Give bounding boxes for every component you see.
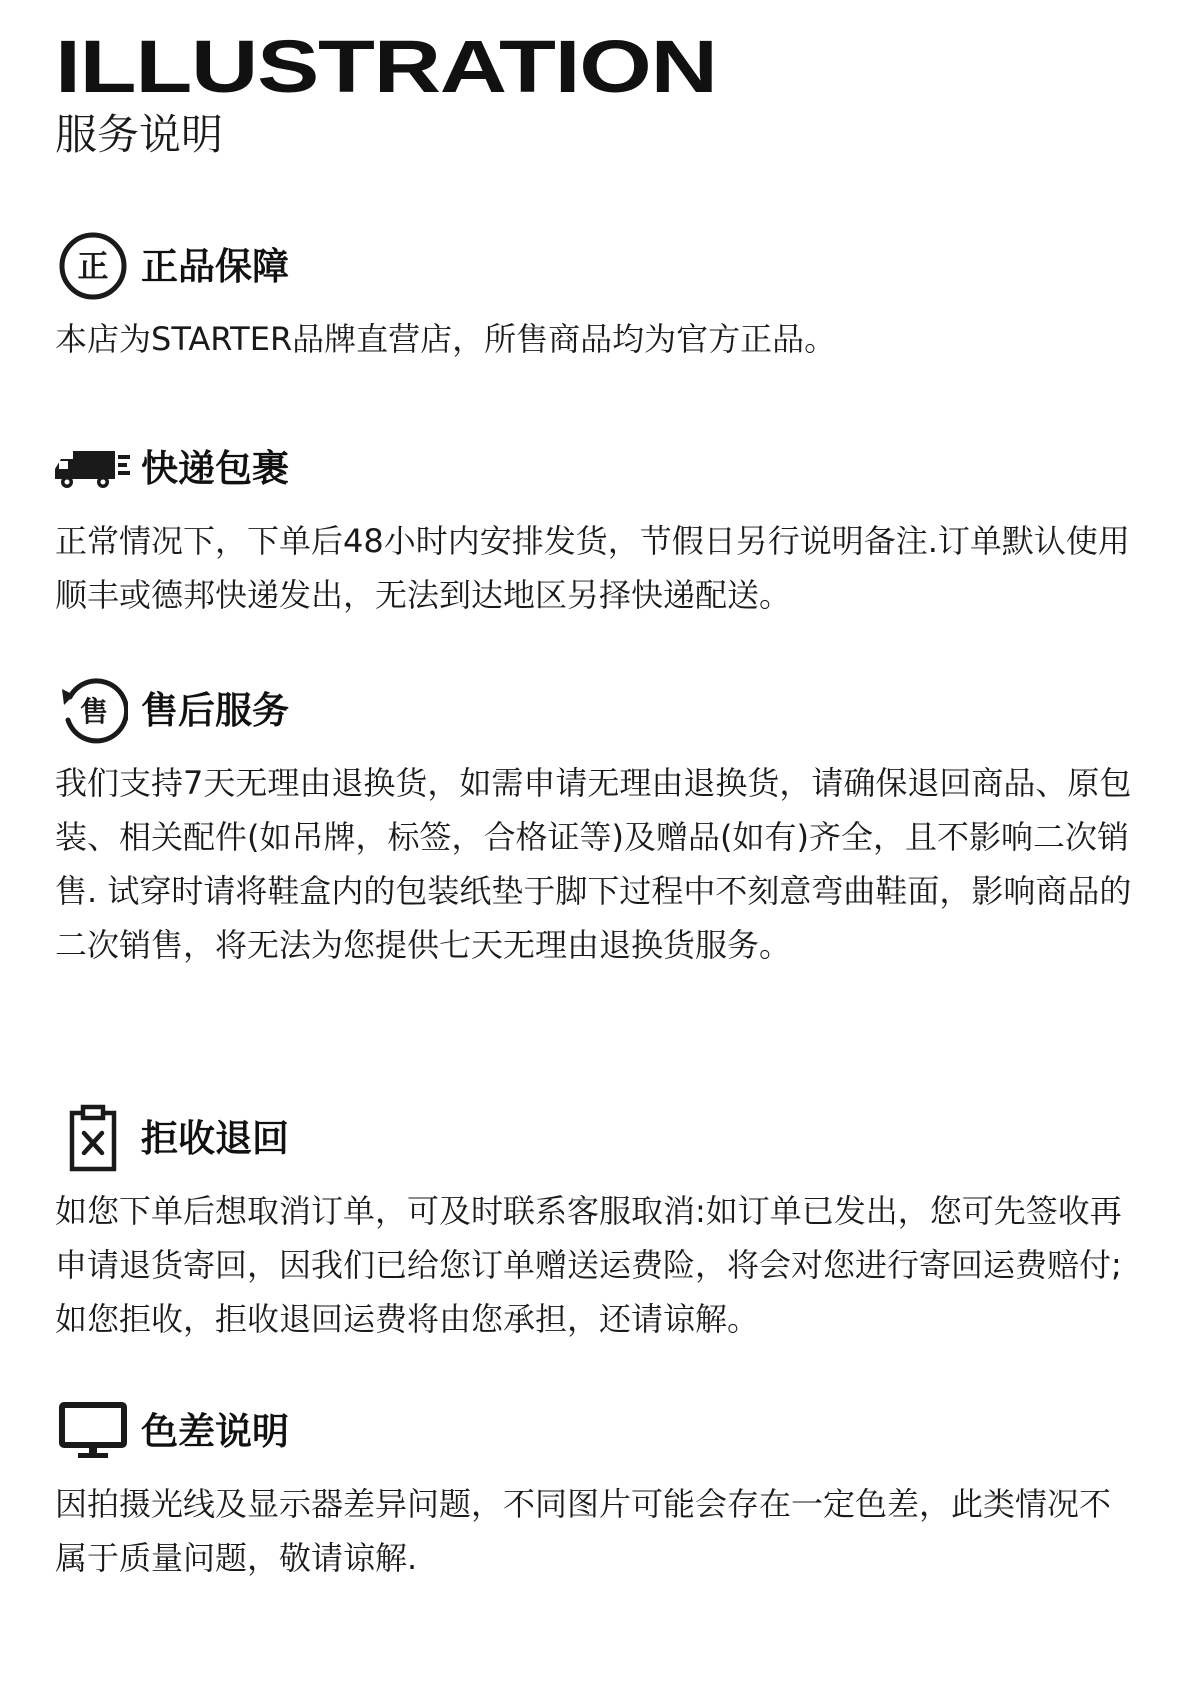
section-title: 色差说明	[141, 1409, 289, 1453]
authentic-badge-icon	[55, 228, 131, 304]
section-after-sales	[55, 672, 1155, 972]
section-delivery	[55, 430, 1155, 622]
section-title: 快递包裹	[141, 446, 289, 490]
section-header	[55, 1393, 1155, 1469]
section-rejection	[55, 1100, 1155, 1346]
page-title: ILLUSTRATION	[55, 25, 717, 108]
after-sales-glyph: 售	[79, 695, 109, 728]
section-header	[55, 1100, 1155, 1176]
page-subtitle: 服务说明	[55, 110, 224, 159]
section-title: 拒收退回	[141, 1116, 289, 1160]
monitor-icon	[55, 1393, 131, 1469]
section-body: 正常情况下，下单后48小时内安排发货，节假日另行说明备注.订单默认使用顺丰或德邦快递发出，无法到达地区另择快递配送。	[55, 522, 1130, 614]
section-header	[55, 228, 1155, 304]
section-body: 本店为STARTER品牌直营店，所售商品均为官方正品。	[55, 320, 837, 358]
section-header	[55, 430, 1155, 506]
rejected-clipboard-icon	[55, 1100, 131, 1176]
after-sales-icon	[55, 672, 131, 748]
section-body: 我们支持7天无理由退换货，如需申请无理由退换货，请确保退回商品、原包装、相关配件(如吊牌，标签，合格证等)及赠品(如有)齐全，且不影响二次销售. 试穿时请将鞋盒内的包装纸垫于脚下过程中不刻意弯曲鞋面，影响商品的二次销售，将无法为您提供七天无理由退换货服务。	[55, 764, 1132, 964]
section-title: 售后服务	[141, 688, 289, 732]
section-color-difference	[55, 1393, 1155, 1585]
section-authentic	[55, 228, 1155, 366]
section-body: 如您下单后想取消订单，可及时联系客服取消:如订单已发出，您可先签收再申请退货寄回，因我们已给您订单赠送运费险，将会对您进行寄回运费赔付;如您拒收，拒收退回运费将由您承担，还请谅解。	[55, 1192, 1122, 1338]
section-header	[55, 672, 1155, 748]
authentic-badge-glyph: 正	[77, 249, 109, 285]
delivery-truck-icon	[55, 430, 131, 506]
section-title: 正品保障	[141, 244, 289, 288]
section-body: 因拍摄光线及显示器差异问题，不同图片可能会存在一定色差，此类情况不属于质量问题，敬请谅解.	[55, 1485, 1112, 1577]
